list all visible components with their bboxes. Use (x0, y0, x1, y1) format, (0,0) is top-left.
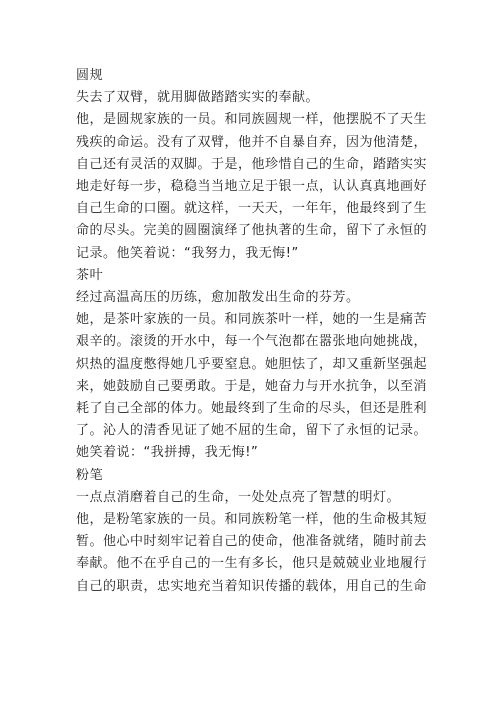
section-title-tea: 茶叶 (76, 267, 104, 283)
text-line: 失去了双臂，就用脚做踏踏实实的奉献。 (76, 90, 320, 106)
text-line: 耗了自己全部的体力。她最终到了生命的尽头，但还是胜利 (76, 401, 428, 417)
text-line: 记录。他笑着说：“我努力，我无悔!” (76, 245, 299, 261)
text-line: 自己的职责，忠实地充当着知识传播的载体，用自己的生命 (76, 578, 428, 594)
section-title-chalk: 粉笔 (76, 467, 104, 483)
section-title-compass: 圆规 (76, 68, 104, 83)
text-line: 奉献。他不在乎自己的一生有多长，他只是兢兢业业地履行 (76, 556, 428, 572)
text-line: 艰辛的。滚烫的开水中，每一个气泡都在嚣张地向她挑战， (76, 334, 428, 350)
text-line: 来，她鼓励自己要勇敢。于是，她奋力与开水抗争，以至消 (76, 378, 428, 394)
text-line: 他，是粉笔家族的一员。和同族粉笔一样，他的生命极其短 (76, 512, 428, 528)
text-line: 炽热的温度憋得她几乎要窒息。她胆怯了，却又重新坚强起 (76, 356, 428, 372)
text-line: 暂。他心中时刻牢记着自己的使命，他准备就绪，随时前去 (76, 534, 428, 550)
text-line: 经过高温高压的历练，愈加散发出生命的芬芳。 (76, 290, 360, 306)
text-line: 了。沁人的清香见证了她不屈的生命，留下了永恒的记录。 (76, 423, 428, 439)
text-line: 她笑着说：“我拼搏，我无悔!” (76, 445, 259, 461)
text-line: 命的尽头。完美的圆圈演绎了他执著的生命，留下了永恒的 (76, 223, 428, 239)
text-line: 一点点消磨着自己的生命，一处处点亮了智慧的明灯。 (76, 489, 401, 505)
text-line: 他，是圆规家族的一员。和同族圆规一样，他摆脱不了天生 (76, 112, 428, 128)
text-line: 自己还有灵活的双脚。于是，他珍惜自己的生命，踏踏实实 (76, 156, 428, 172)
document-body (76, 65, 436, 598)
text-line: 她，是茶叶家族的一员。和同族茶叶一样，她的一生是痛苦 (76, 312, 428, 328)
text-line: 残疾的命运。没有了双臂，他并不自暴自弃，因为他清楚， (76, 134, 428, 150)
text-line: 自己生命的口圈。就这样，一天天，一年年，他最终到了生 (76, 201, 428, 217)
text-line: 地走好每一步，稳稳当当地立足于银一点，认认真真地画好 (76, 179, 428, 195)
